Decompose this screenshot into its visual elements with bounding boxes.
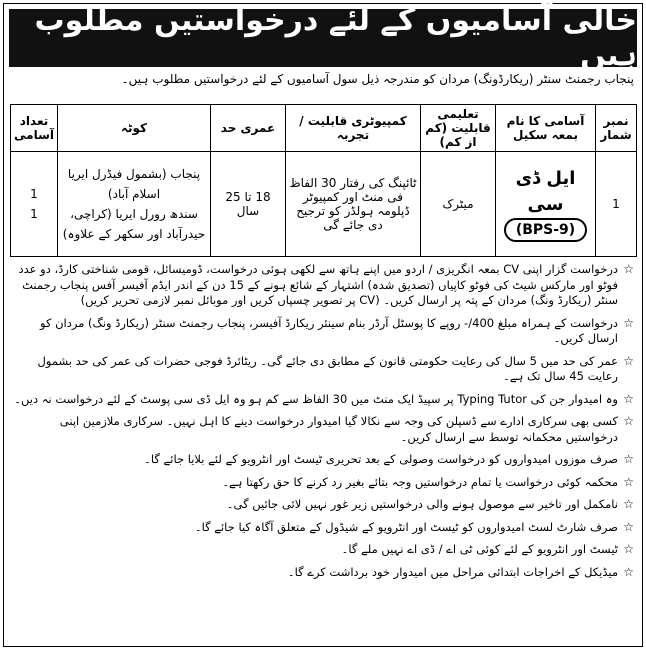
list-item: ☆ ٹیسٹ اور انٹرویو کے لئے کوئی ٹی اے / ڈی اے نہیں ملے گا۔ xyxy=(341,542,634,556)
list-item: ☆ صرف شارٹ لسٹ امیدواروں کو ٹیسٹ اور انٹرویو کے شیڈول کے متعلق آگاہ کیا جائے گا۔ xyxy=(194,519,634,534)
header-skills: کمپیوٹری قابلیت / تجربہ xyxy=(286,105,421,152)
quota-sindh-rural: سندھ رورل ایریا (کراچی، حیدرآباد اور سکھر کے علاوہ) xyxy=(62,207,206,241)
advertisement-page xyxy=(3,3,643,647)
bps-badge: (BPS-9) xyxy=(504,218,587,242)
star-outline-icon: ☆ xyxy=(623,353,634,368)
cell-count xyxy=(11,152,58,257)
intro-text: پنجاب رجمنٹ سنٹر (ریکارڈونگ) مردان کو مندرجہ ذیل سول آسامیوں کے لئے درخواستیں مطلوب ہیں۔ xyxy=(121,72,634,86)
notes-list xyxy=(12,262,634,587)
star-outline-icon: ☆ xyxy=(623,474,634,489)
star-outline-icon: ☆ xyxy=(623,519,634,534)
list-item: ☆ کسی بھی سرکاری ادارے سے ڈسپلن کی وجہ سے نکالا گیا امیدوار درخواست دینے کا اہل نہیں۔ سرکاری ملازمین اپنی درخواستیں محکمانہ توسط سے ارسال کریں۔ xyxy=(59,414,634,444)
star-outline-icon: ☆ xyxy=(623,262,634,276)
star-outline-icon: ☆ xyxy=(623,391,634,406)
cell-quota xyxy=(58,152,211,257)
star-outline-icon: ☆ xyxy=(623,542,634,556)
header-count: تعداد آسامی xyxy=(11,105,58,152)
star-outline-icon: ☆ xyxy=(623,564,634,579)
list-item: ☆ وہ امیدوار جن کی Typing Tutor پر سپیڈ ایک منٹ میں 30 الفاظ سے کم ہو وہ ایل ڈی سی پوسٹ کے لئے درخواست نہ دیں۔ xyxy=(14,391,634,406)
cell-education: میٹرک xyxy=(421,152,496,257)
table-row xyxy=(11,152,637,257)
list-item: ☆ نامکمل اور تاخیر سے موصول ہونے والی درخواستیں زیر غور نہیں لائی جائیں گی۔ xyxy=(226,497,634,511)
list-item: ☆ درخواست کے ہمراہ مبلغ 400/- روپے کا پوسٹل آرڈر بنام سینئر ریکارڈ آفیسر، پنجاب رجمنٹ سنٹر (ریکارڈ ونگ) مردان کو ارسال کریں۔ xyxy=(40,315,634,345)
star-outline-icon: ☆ xyxy=(623,315,634,330)
list-item: ☆ درخواست گزار اپنی CV بمعہ انگریزی / اردو میں اپنے ہاتھ سے لکھی ہوئی درخواست، ڈومیسائل، قومی شناختی کارڈ، دو عدد فوٹو اور مارکس شیٹ کی فوٹو کاپیاں (تصدیق شدہ) اشتہار کے شائع ہونے کے 15 دن کے اندر ایڈم آفیسر آفس پنجاب رجمنٹ سنٹر (ریکارڈ ونگ) مردان کے پتہ پر ارسال کریں۔ (CV پر تصویر چسپاں کریں اور موبائل نمبر لازمی تحریر کریں) xyxy=(18,262,634,307)
header-age: عمری حد xyxy=(211,105,286,152)
cell-skills: ٹائپنگ کی رفتار 30 الفاظ فی منٹ اور کمپیوٹر ڈپلومہ ہولڈر کو ترجیح دی جائے گی xyxy=(286,152,421,257)
table-header-row xyxy=(11,105,637,152)
posts-table xyxy=(10,104,637,257)
cell-age: 18 تا 25 سال xyxy=(211,152,286,257)
banner-title: خالی آسامیوں کے لئے درخواستیں مطلوب ہیں xyxy=(9,9,637,67)
quota-punjab: پنجاب (بشمول فیڈرل ایریا اسلام آباد) xyxy=(67,167,201,201)
header-post: آسامی کا نام بمعہ سکیل xyxy=(496,105,596,152)
list-item: ☆ میڈیکل کے اخراجات ابتدائی مراحل میں امیدوار خود برداشت کرے گا۔ xyxy=(287,564,634,579)
star-outline-icon: ☆ xyxy=(623,452,634,466)
header-quota: کوٹہ xyxy=(58,105,211,152)
header-serial: نمبر شمار xyxy=(596,105,637,152)
header-education: تعلیمی قابلیت (کم از کم) xyxy=(421,105,496,152)
count-punjab: 1 xyxy=(30,187,38,201)
list-item: ☆ عمر کی حد میں 5 سال کی رعایت حکومتی قانون کے مطابق دی جائے گی۔ ریٹائرڈ فوجی حضرات کی عمر کی حد بشمول رعایت 45 سال تک ہے۔ xyxy=(37,353,634,383)
cell-serial: 1 xyxy=(596,152,637,257)
post-name: ایل ڈی سی xyxy=(515,168,576,215)
count-sindh-rural: 1 xyxy=(30,207,38,221)
list-item: ☆ صرف موزوں امیدواروں کو درخواست وصولی کے بعد تحریری ٹیسٹ اور انٹرویو کے لئے بلایا جائے گا۔ xyxy=(144,452,634,466)
list-item: ☆ محکمہ کوئی درخواست یا تمام درخواستیں وجہ بتائے بغیر رد کرنے کا حق رکھتا ہے۔ xyxy=(222,474,634,489)
star-outline-icon: ☆ xyxy=(623,497,634,511)
star-outline-icon: ☆ xyxy=(623,414,634,428)
cell-post xyxy=(496,152,596,257)
